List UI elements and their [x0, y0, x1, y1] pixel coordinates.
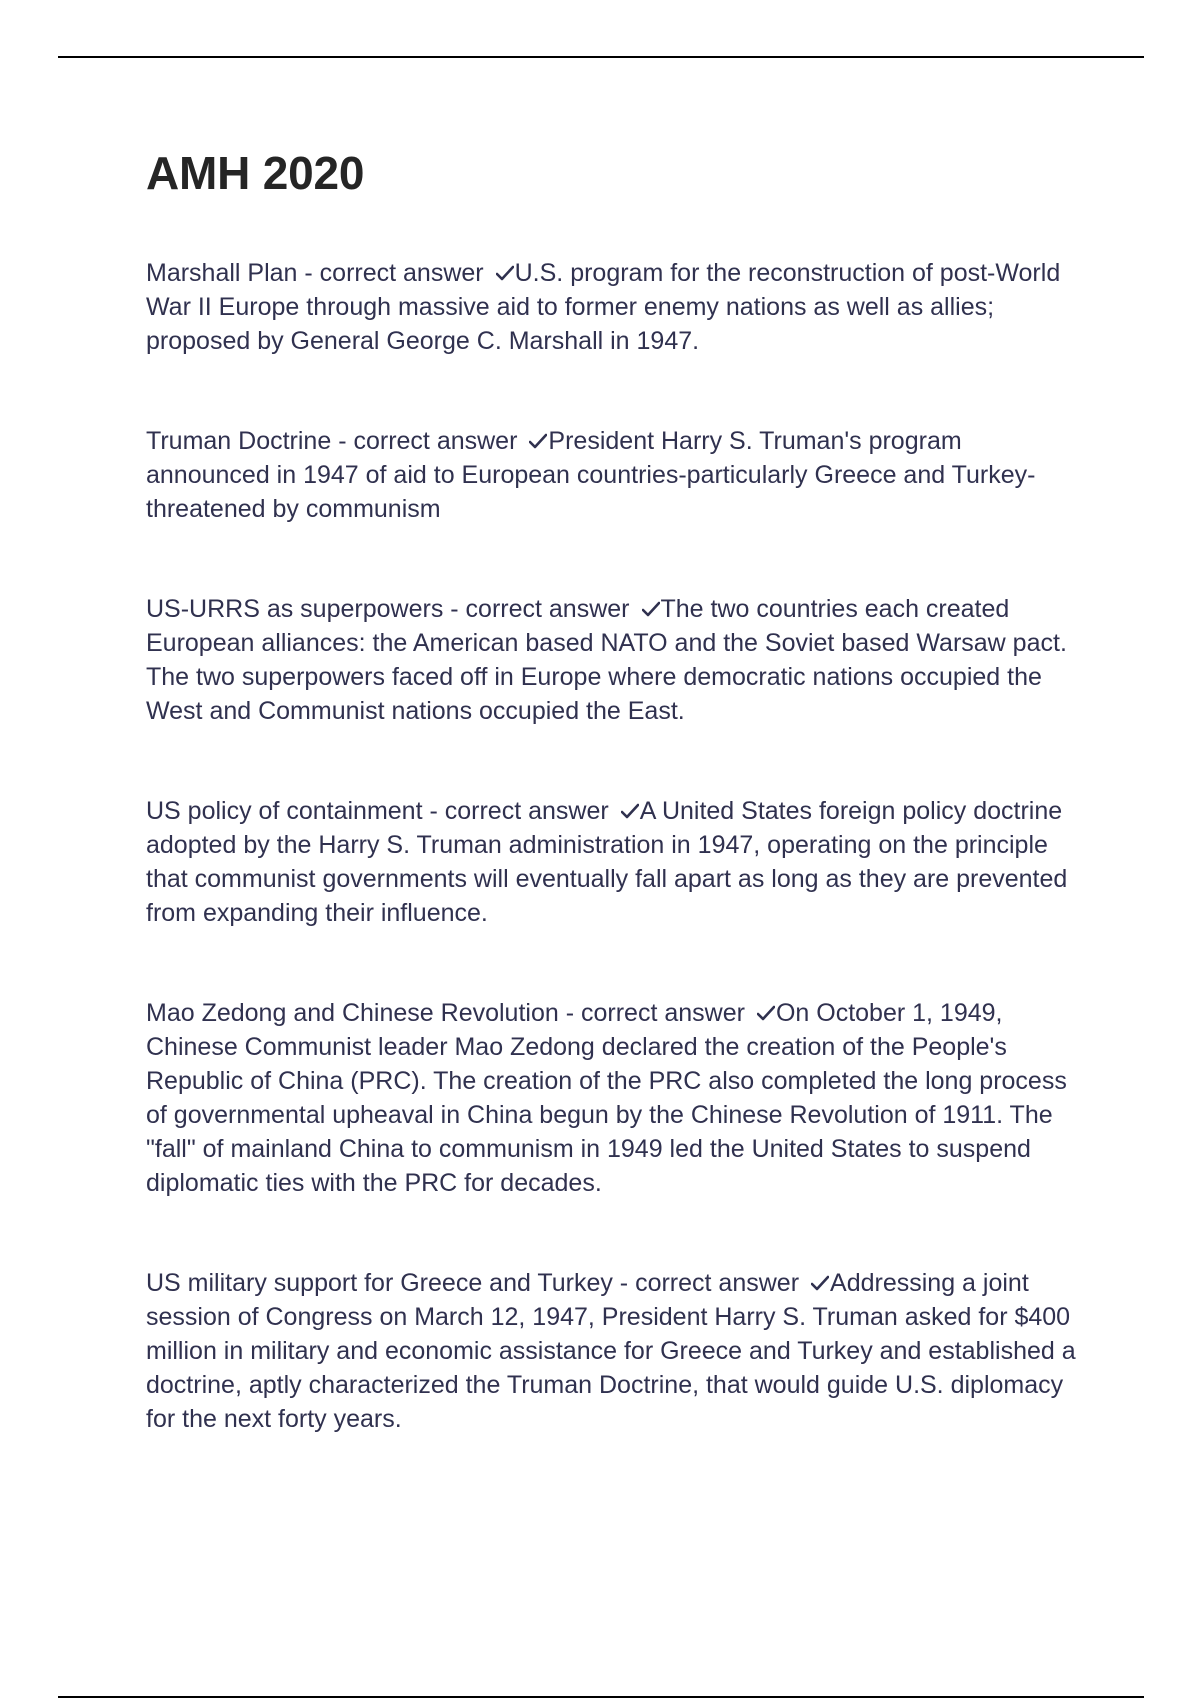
- check-mark-icon: [621, 803, 637, 819]
- answer-label: correct answer: [581, 999, 745, 1027]
- answer-label: correct answer: [353, 427, 518, 455]
- answer-label: correct answer: [465, 595, 630, 623]
- card-term: Mao Zedong and Chinese Revolution: [146, 999, 559, 1027]
- card-definition: On October 1, 1949, Chinese Communist leader Mao Zedong declared the creation of the People's Republic of China (PRC). The creation of the PRC also completed the long process of governmental upheaval in China begun by the Chinese Revolution of 1911. The "fall" of mainland China to communism in 1949 led the United States to suspend diplomatic ties with the PRC for decades.: [146, 999, 1067, 1197]
- top-rule: [58, 56, 1144, 58]
- flashcard-3: [146, 794, 1086, 930]
- card-term: Truman Doctrine: [146, 427, 332, 455]
- answer-label: correct answer: [319, 259, 484, 287]
- card-separator: -: [297, 259, 320, 287]
- bottom-rule: [58, 1696, 1144, 1698]
- check-mark-icon: [811, 1275, 827, 1291]
- card-term: US military support for Greece and Turkey: [146, 1269, 613, 1297]
- card-separator: -: [331, 427, 354, 455]
- card-term: Marshall Plan: [146, 259, 298, 287]
- card-separator: -: [422, 797, 445, 825]
- card-term: US policy of containment: [146, 797, 423, 825]
- flashcard-0: [146, 256, 1086, 358]
- card-term: US-URRS as superpowers: [146, 595, 444, 623]
- check-mark-icon: [529, 433, 545, 449]
- card-definition: The two countries each created European alliances: the American based NATO and the Soviet based Warsaw pact. The two superpowers faced off in Europe where democratic nations occupied the West and Communist nations occupied the East.: [146, 595, 1067, 725]
- page-title: AMH 2020: [146, 147, 365, 199]
- check-mark-icon: [757, 1005, 773, 1021]
- card-separator: -: [443, 595, 466, 623]
- card-definition: President Harry S. Truman's program announced in 1947 of aid to European countries-particularly Greece and Turkey- threatened by communism: [146, 427, 1036, 523]
- card-separator: -: [558, 999, 581, 1027]
- flashcard-2: [146, 592, 1086, 728]
- answer-label: correct answer: [635, 1269, 800, 1297]
- card-definition: A United States foreign policy doctrine adopted by the Harry S. Truman administration in 1947, operating on the principle that communist governments will eventually fall apart as long as they are prevented from expanding their influence.: [146, 797, 1068, 927]
- card-separator: -: [612, 1269, 636, 1297]
- check-mark-icon: [642, 601, 658, 617]
- flashcard-4: [146, 996, 1086, 1200]
- card-definition: U.S. program for the reconstruction of post-World War II Europe through massive aid to former enemy nations as well as allies; proposed by General George C. Marshall in 1947.: [146, 259, 1061, 355]
- flashcard-1: [146, 424, 1086, 526]
- document-body: [146, 140, 1086, 1502]
- card-definition: Addressing a joint session of Congress on March 12, 1947, President Harry S. Truman asked for $400 million in military and economic assistance for Greece and Turkey and established a doctrine, aptly characterized the Truman Doctrine, that would guide U.S. diplomacy for the next forty years.: [146, 1269, 1076, 1433]
- flashcard-5: [146, 1266, 1086, 1436]
- check-mark-icon: [496, 265, 512, 281]
- answer-label: correct answer: [444, 797, 609, 825]
